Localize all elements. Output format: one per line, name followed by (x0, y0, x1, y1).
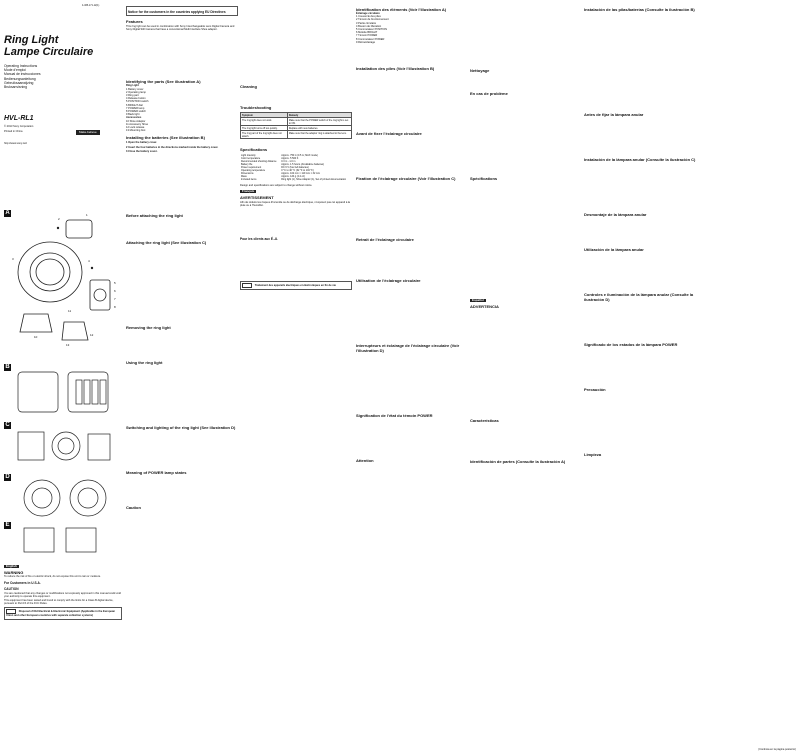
table-cell: The ring light does not work. (241, 118, 288, 126)
list-item: 4 Release button (126, 97, 146, 101)
list-item: 9 Back light (126, 113, 140, 117)
list-item: 10 Shoe Adaptor (126, 119, 146, 123)
spec-value: DC 6 V (four AA batteries) (281, 166, 309, 169)
es-install-heading: Instalación de las pilas/baterías (Consulte la ilustración B) (584, 7, 695, 12)
callout-11: 11 (68, 309, 72, 313)
list-item: 7 POWER lamp (126, 106, 145, 110)
partes-heading: Identificación de partes (Consulte la ilustración A) (470, 459, 566, 465)
list-item: 8 POWER switch (126, 110, 146, 114)
traitement-notice (240, 281, 352, 290)
callout-10: 10 (34, 335, 38, 339)
es-controles-heading: Controles e iluminación de la lámpara anular (Consulte la ilustración D) (584, 292, 694, 302)
install-step: 3 Close the battery cover. (126, 149, 158, 153)
es-limpieza-heading: Limpieza (584, 452, 602, 457)
list-item: 7 Témoin POWER (356, 34, 378, 38)
illus-label-d: D (5, 474, 10, 480)
table-cell: The ring part of the ring light does not attach. (241, 131, 288, 139)
disposal-heading: Disposal of Old Electrical & Electronic Equipment (Applicable in the European Union and other European countries with separate collection systems) (6, 610, 116, 618)
spec-label: Light intensity (241, 154, 256, 157)
sony-url: http://www.sony.net/ (4, 141, 28, 145)
avertissement-text: Afin de réduire les risques d'incendie ou de décharge électrique, n'exposez pas cet appareil à la pluie ou à l'humidité. (240, 200, 350, 207)
spec-label: Battery life (241, 163, 253, 166)
callout-8: 8 (114, 305, 116, 309)
eu-notice (126, 6, 238, 16)
depannage-heading: En cas de problème (470, 91, 508, 96)
list-item: 2 Operating lamp (126, 90, 146, 94)
es-utilizacion-heading: Utilización de la lámpara anular (584, 247, 644, 252)
list-item: Éclairage circulaire (356, 12, 380, 15)
copyright: © 2013 Sony Corporation (4, 125, 34, 129)
disposal-notice (4, 607, 122, 619)
list-item: 1 Couvercle des piles (356, 15, 381, 19)
fr-meaning-heading: Signification de l'état du témoin POWER (356, 413, 433, 419)
callout-3: 3 (12, 257, 14, 261)
spec-table (240, 154, 352, 181)
spec-value: Approx. 1.5 hours (AA alkaline batteries) (281, 163, 325, 166)
caution-text: You are cautioned that any changes or modifications not expressly approved in this manual could void your authority to operate this equipment. (4, 591, 121, 598)
avertissement-heading: AVERTISSEMENT (240, 195, 274, 201)
fr-switch-heading: Interrupteurs et éclairage de l'éclairage circulaire (Voir l'illustration D) (356, 343, 460, 354)
fr-remove-heading: Retrait de l'éclairage circulaire (356, 237, 414, 243)
parts-list (126, 84, 238, 132)
nettoyage-heading: Nettoyage (470, 68, 490, 73)
spec-value: Ring light (1), Shoe Adaptor (1), Set of printed documentation (281, 178, 347, 181)
spec-value: Approx. 750 lx (0.5 m; MAX mode) (281, 154, 318, 157)
illustration-b (4, 364, 122, 419)
illus-label-e: E (5, 522, 10, 528)
illustration-d (4, 474, 122, 520)
french-column (356, 4, 468, 753)
manual-item: Mode d'emploi (4, 68, 26, 73)
meaning-heading: Meaning of POWER lamp states (126, 470, 187, 476)
es-precaucion-heading: Precaución (584, 387, 606, 392)
spec-label: Color temperature (241, 157, 261, 160)
list-item: 5 POSITION switch (126, 100, 149, 104)
parts-heading: Identifying the parts (See illustration A) (126, 79, 201, 85)
list-item: 3 Ring part (126, 94, 139, 98)
spec-value: Approx. 102 mm × 119 mm × 32 mm (281, 172, 320, 175)
table-cell: Make sure that the adaptor ring is attached to the lens. (287, 131, 351, 139)
list-item: 12 Lock release (126, 126, 145, 130)
fr-using-heading: Utilisation de l'éclairage circulaire (356, 278, 421, 284)
spec-label: Operating temperature (241, 169, 266, 172)
list-item: 6 BRIGHT dial (126, 103, 143, 107)
features-heading: Features (126, 19, 143, 24)
illus-label-b: B (5, 364, 10, 370)
english-warning (4, 562, 122, 620)
table-cell: Replace with new batteries. (287, 126, 351, 131)
table-row (240, 178, 352, 181)
ring-light-diagram (4, 210, 122, 360)
eu-notice-heading: Notice for the customers in the countries applying EU Directives (128, 10, 226, 14)
fr-parts-list (356, 12, 468, 44)
list-item: 11 Accessory Shoe (126, 122, 149, 126)
caracteristicas-heading: Características (470, 418, 499, 424)
spec-value: Approx. 5 500 K (281, 157, 299, 160)
french-spanish-column (470, 4, 582, 753)
illus-label-c: C (5, 422, 10, 428)
list-item: 6 Molette BRIGHT (356, 31, 378, 35)
illustration-a (4, 210, 122, 360)
spec-label: Mass (241, 175, 247, 178)
remove-heading: Removing the ring light (126, 325, 171, 331)
callout-13: 13 (66, 343, 70, 347)
clients-heading: Pour les clients aux É.-U. (240, 237, 279, 242)
list-item: 1 Battery cover (126, 87, 144, 91)
switching-heading: Switching and lighting of the ring light (See illustration D) (126, 425, 236, 431)
callout-1: 1 (86, 213, 88, 217)
english-column-2 (240, 4, 352, 753)
manual-item: Manual de instrucciones (4, 72, 41, 77)
caution-heading: Caution (126, 505, 141, 511)
title-fr: Lampe Circulaire (4, 46, 94, 58)
manual-item: Gebruiksaanwijzing (4, 80, 34, 85)
english-column (126, 4, 238, 753)
column-header: Symptom (241, 113, 288, 118)
spec-label: Dimensions (241, 172, 254, 175)
es-antes-heading: Antes de fijar la lámpara anular (584, 112, 644, 117)
es-fijacion-heading: Instalación de la lámpara anular (Consulte la ilustración C) (584, 157, 696, 162)
table-row (241, 118, 352, 126)
list-item: 9 Rétroéclairage (356, 40, 376, 44)
manual-item: Bedienungsanleitung (4, 76, 36, 81)
es-desmontaje-heading: Desmontaje de la lámpara anular (584, 212, 647, 217)
table-cell: Make sure that the POWER switch of the ring light is set to ON. (287, 118, 351, 126)
lang-bar-espanol: Español (472, 298, 484, 302)
callout-12: 12 (90, 333, 94, 337)
spec-value: 0 °C to 40 °C (32 °F to 104 °F) (281, 169, 314, 172)
manual-list (4, 64, 122, 89)
callout-7: 7 (114, 297, 116, 301)
caution-heading: CAUTION (4, 586, 19, 591)
position-diagram (4, 522, 122, 558)
fr-attention-heading: Attention (356, 458, 374, 464)
spec-note: Design and specifications are subject to change without notice. (240, 184, 313, 187)
list-item: 8 Commutateur POWER (356, 37, 385, 41)
battery-diagram (4, 364, 122, 419)
features-text: This ring light can be used in combination with Sony Interchangeable Lens Digital Camera and Sony Digital Still Camera that have a conventional Multi Interface Shoe adaptor. (126, 25, 235, 32)
fr-attach-heading: Fixation de l'éclairage circulaire (Voir l'illustration C) (356, 176, 456, 182)
customers-heading: For Customers in U.S.A. (4, 580, 41, 585)
spec-label: Recommended shooting distance (241, 160, 277, 163)
weee-bin-icon (242, 283, 252, 288)
install-step: 1 Open the battery cover. (126, 141, 157, 145)
make-believe-badge: Make.believe (76, 130, 100, 135)
fcc-note: This equipment has been tested and found to comply with the limits for a Class B digital device, pursuant to Part 15 of the FCC Rules. (4, 599, 114, 606)
spec-label: Included items (241, 178, 257, 181)
illustration-c (4, 422, 122, 472)
table-row (241, 131, 352, 139)
callout-5: 5 (114, 281, 116, 285)
fr-parts-heading: Identification des éléments (Voir l'illustration A) (356, 7, 447, 12)
spanish-column (584, 4, 696, 753)
trouble-table (240, 112, 352, 139)
continued-note: (Continúa en la página posterior) (758, 748, 796, 751)
list-item: 3 Partie circulaire (356, 21, 377, 25)
manual-item: Bruksanvisning (4, 85, 27, 90)
install-step: 2 Insert the four batteries in the directions marked inside the battery cover. (126, 145, 219, 149)
spec-value: 0.3 m - 1.0 m (281, 160, 296, 163)
switch-diagram (4, 474, 122, 520)
warning-text: To reduce the risk of fire or electric shock, do not expose this unit to rain or moisture. (4, 575, 101, 579)
traitement-heading: Traitement des appareils électriques et électroniques en fin de vie (254, 284, 336, 288)
spec-value: Approx. 120 g (4.2 oz) (281, 175, 305, 178)
warning-heading: WARNING (4, 570, 24, 576)
cover-column (4, 4, 122, 753)
attach-heading: Attaching the ring light (See illustration C) (126, 240, 207, 246)
attach-diagram (4, 422, 122, 472)
install-heading: Installing the batteries (See illustration B) (126, 135, 205, 141)
illustration-e (4, 522, 122, 558)
callout-2: 2 (58, 217, 60, 221)
doc-number: 4-465-171-12(1) (82, 4, 100, 7)
list-item: 5 Commutateur POSITION (356, 28, 387, 32)
lang-bar-english: English (6, 564, 17, 568)
manual-item: Operating Instructions (4, 64, 38, 68)
table-cell: The ring light turns off too quickly. (241, 126, 288, 131)
spec-heading: Specifications (240, 147, 268, 152)
callout-4: 4 (88, 259, 90, 263)
advertencia-heading: ADVERTENCIA (470, 304, 499, 310)
model-number: HVL-RL1 (4, 115, 34, 123)
before-heading: Before attaching the ring light (126, 213, 183, 219)
fr-install-heading: Installation des piles (Voir l'illustration B) (356, 66, 435, 72)
title-en: Ring Light (4, 34, 59, 46)
es-significado-heading: Significado de los estados de la lámpara POWER (584, 342, 678, 347)
using-heading: Using the ring light (126, 360, 163, 366)
lang-bar-francais: Français (242, 189, 255, 194)
list-item: 2 Témoin de fonctionnement (356, 18, 389, 22)
trouble-heading: Troubleshooting (240, 105, 272, 110)
column-header: Remedy (287, 113, 351, 118)
spec-label: Power requirement (241, 166, 262, 169)
printed-in: Printed in China (4, 130, 23, 134)
callout-6: 6 (114, 289, 116, 293)
illus-label-a: A (5, 210, 10, 216)
cleaning-heading: Cleaning (240, 84, 257, 89)
list-item: 4 Bouton de libération (356, 24, 382, 28)
fr-spec-heading: Spécifications (470, 176, 498, 181)
list-item: Accessories (126, 116, 142, 120)
list-item: 13 Mounting foot (126, 129, 146, 133)
list-item: Ring Light (126, 84, 139, 88)
fr-before-heading: Avant de fixer l'éclairage circulaire (356, 131, 422, 137)
